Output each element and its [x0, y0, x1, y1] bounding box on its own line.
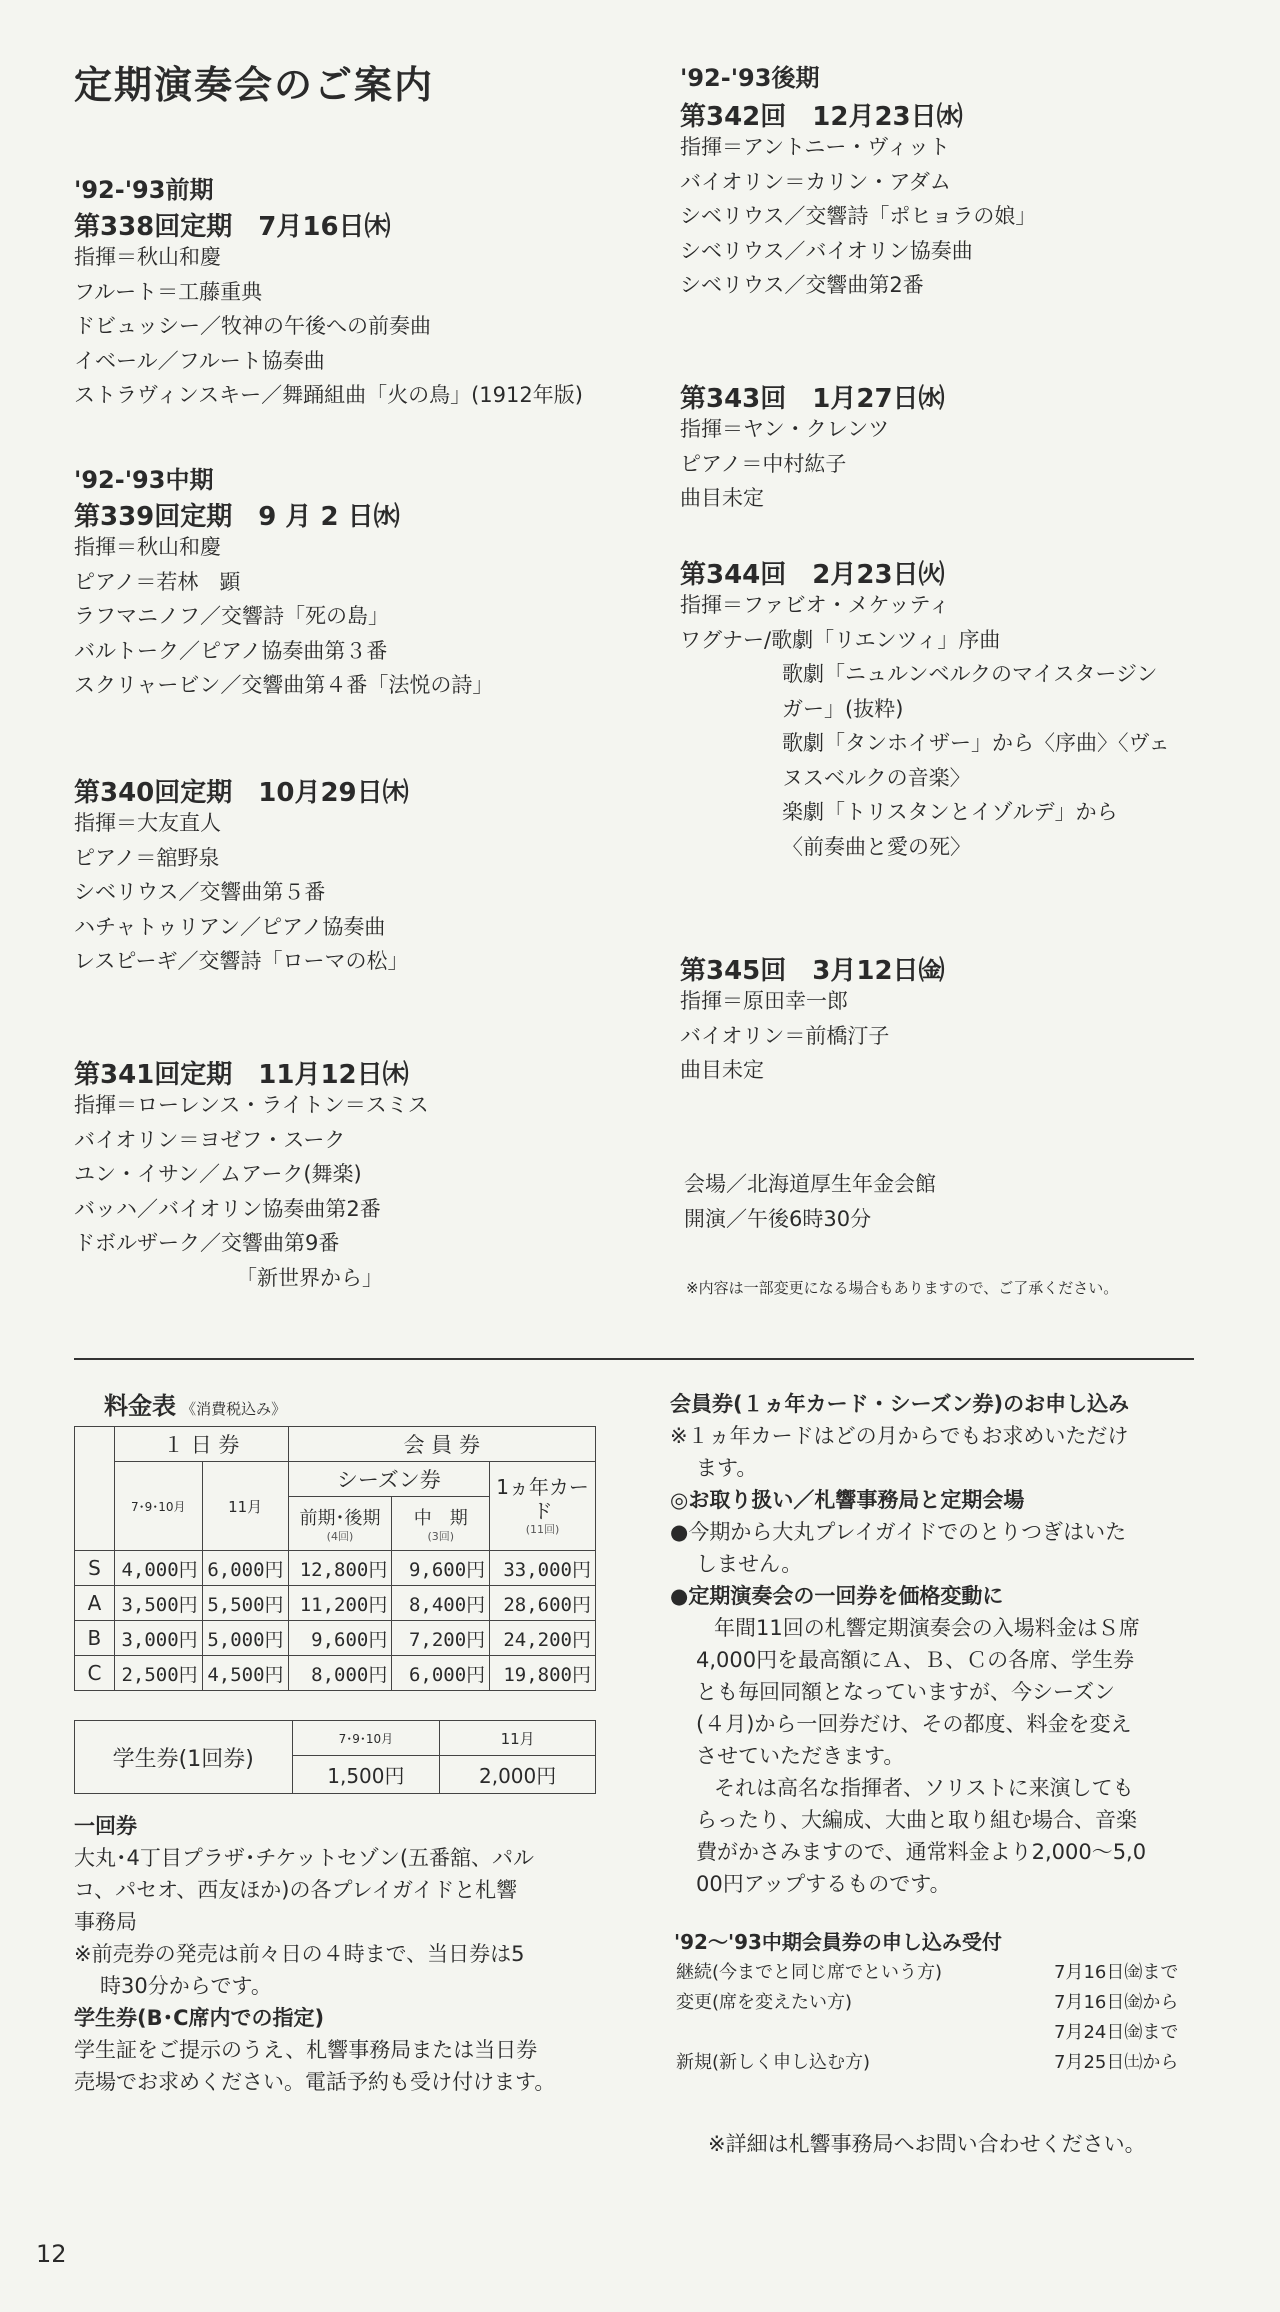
program-line: イベール／フルート協奏曲 — [74, 348, 325, 373]
first-last-label: 前期･後期 — [299, 1507, 381, 1529]
text-line: 年間11回の札響定期演奏会の入場料金はＳ席 — [714, 1616, 1140, 1640]
program-line: 指揮＝秋山和慶 — [74, 535, 221, 559]
text-line: らったり、大編成、大曲と取り組む場合、音楽 — [696, 1808, 1137, 1832]
section-divider — [74, 1358, 1194, 1360]
season-first-half: '92-'93前期 — [74, 176, 214, 204]
seat-cell: A — [75, 1586, 115, 1621]
season-ticket-header: シーズン券 — [288, 1462, 490, 1497]
schedule-label: 新規(新しく申し込む方) — [676, 2052, 871, 2073]
program-line: レスピーギ／交響詩「ローマの松」 — [74, 949, 409, 973]
price-cell: 6,000円 — [202, 1551, 288, 1586]
corner-cell — [75, 1427, 115, 1551]
concert-344-details — [680, 588, 1170, 864]
concert-339-details — [74, 530, 493, 703]
table-row — [75, 1551, 596, 1586]
program-line: 歌劇「タンホイザー」から〈序曲〉〈ヴェ — [782, 731, 1170, 755]
text-line: それは高名な指揮者、ソリストに来演しても — [714, 1776, 1134, 1800]
concert-342-details — [680, 130, 1036, 303]
price-change-heading: ●定期演奏会の一回券を価格変動に — [670, 1584, 1004, 1608]
text-line: 売場でお求めください。電話予約も受け付けます。 — [74, 2070, 556, 2094]
mid-label: 中 期 — [413, 1507, 468, 1529]
price-title: 料金表 — [104, 1392, 176, 1420]
seat-cell: B — [75, 1621, 115, 1656]
program-line: バッハ／バイオリン協奏曲第2番 — [74, 1196, 381, 1221]
text-line: ます。 — [696, 1456, 758, 1480]
concert-341-details — [74, 1088, 429, 1295]
single-ticket-heading: 一回券 — [74, 1814, 137, 1838]
concert-340-details — [74, 806, 409, 979]
member-ticket-header: 会 員 券 — [288, 1427, 595, 1462]
program-line: ラフマニノフ／交響詩「死の島」 — [74, 604, 389, 628]
program-line: フルート＝工藤重典 — [74, 279, 263, 304]
program-line: 曲目未定 — [680, 1058, 764, 1082]
text-line: 学生証をご提示のうえ、札響事務局または当日券 — [74, 2038, 538, 2062]
student-jul-header: 7･9･10月 — [292, 1721, 440, 1756]
price-cell: 4,000円 — [114, 1551, 202, 1586]
price-cell: 9,600円 — [392, 1551, 490, 1586]
price-cell: 4,500円 — [202, 1656, 288, 1691]
concert-338-details — [74, 240, 583, 413]
student-label: 学生券(1回券) — [75, 1721, 293, 1794]
schedule-date: 7月16日㈮まで — [1054, 1962, 1179, 1983]
program-line: スクリャービン／交響曲第４番「法悦の詩」 — [74, 673, 494, 697]
student-price-table — [74, 1720, 596, 1794]
program-line: ガー」(抜粋) — [782, 696, 904, 721]
concert-338-title: 第338回定期 7月16日㈭ — [74, 212, 391, 242]
page-number: 12 — [36, 2240, 67, 2268]
schedule-date: 7月25日㈯から — [1054, 2052, 1179, 2073]
footer-note: ※詳細は札響事務局へお問い合わせください。 — [708, 2132, 1146, 2156]
program-line: 指揮＝ローレンス・ライトン＝スミス — [74, 1093, 429, 1117]
student-jul-price: 1,500円 — [292, 1756, 440, 1794]
program-line: 指揮＝秋山和慶 — [74, 245, 221, 269]
text-line: しません。 — [696, 1552, 803, 1576]
program-line: ユン・イサン／ムアーク(舞楽) — [74, 1162, 362, 1186]
price-cell: 3,000円 — [114, 1621, 202, 1656]
price-cell: 5,000円 — [202, 1621, 288, 1656]
member-ticket-info — [670, 1388, 1210, 1900]
price-cell: 7,200円 — [392, 1621, 490, 1656]
seat-cell: S — [75, 1551, 115, 1586]
program-line: シベリウス／バイオリン協奏曲 — [680, 238, 973, 263]
change-notice: ※内容は一部変更になる場合もありますので、ご了承ください。 — [686, 1279, 1119, 1297]
mid-term-heading: '92～'93中期会員券の申し込み受付 — [674, 1930, 1002, 1954]
student-ticket-heading: 学生券(B･C席内での指定) — [74, 2006, 325, 2030]
program-line: ストラヴィンスキー／舞踊組曲「火の鳥」(1912年版) — [74, 383, 583, 407]
text-line: ●今期から大丸プレイガイドでのとりつぎはいた — [670, 1520, 1127, 1544]
table-row — [75, 1656, 596, 1691]
schedule-date: 7月24日㈮まで — [1054, 2022, 1179, 2043]
program-line: 曲目未定 — [680, 486, 764, 510]
text-line: 大丸･4丁目プラザ･チケットセゾン(五番舘、パル — [74, 1846, 535, 1870]
price-cell: 24,200円 — [490, 1621, 596, 1656]
tax-note: 《消費税込み》 — [181, 1400, 287, 1418]
student-nov-price: 2,000円 — [440, 1756, 596, 1794]
program-indented-block — [680, 657, 1170, 864]
annual-card-header — [490, 1462, 596, 1551]
annual-card-label: 1ヵ年カード — [496, 1475, 589, 1523]
concert-343-title: 第343回 1月27日㈬ — [680, 384, 945, 414]
concert-339-title: 第339回定期 9 月 2 日㈬ — [74, 502, 400, 532]
text-line: 事務局 — [74, 1910, 137, 1934]
schedule-label: 変更(席を変えたい方) — [676, 1992, 853, 2013]
program-line: ドビュッシー／牧神の午後への前奏曲 — [74, 314, 431, 338]
text-line: 00円アップするものです。 — [696, 1872, 951, 1896]
price-cell: 9,600円 — [288, 1621, 392, 1656]
price-cell: 12,800円 — [288, 1551, 392, 1586]
price-cell: 8,000円 — [288, 1656, 392, 1691]
program-line: ピアノ＝中村紘子 — [680, 451, 847, 476]
first-last-header — [288, 1497, 392, 1551]
concert-340-title: 第340回定期 10月29日㈭ — [74, 778, 409, 808]
price-cell: 3,500円 — [114, 1586, 202, 1621]
program-line: ピアノ＝若林 顕 — [74, 569, 241, 594]
nov-header: 11月 — [202, 1462, 288, 1551]
program-line: ドボルザーク／交響曲第9番 — [74, 1231, 340, 1255]
first-last-sub: (4回) — [326, 1529, 354, 1543]
program-line: 歌劇「ニュルンベルクのマイスタージン — [782, 662, 1158, 686]
table-row — [75, 1586, 596, 1621]
program-line: バルトーク／ピアノ協奏曲第３番 — [74, 638, 388, 663]
text-line: させていただきます。 — [696, 1744, 905, 1768]
program-line: ハチャトゥリアン／ピアノ協奏曲 — [74, 914, 386, 939]
program-line: 楽劇「トリスタンとイゾルデ」から — [782, 800, 1118, 824]
single-ticket-info — [74, 1810, 634, 2098]
jul-header: 7･9･10月 — [114, 1462, 202, 1551]
venue: 会場／北海道厚生年金会館 — [684, 1172, 936, 1196]
member-heading: 会員券(１ヵ年カード・シーズン券)のお申し込み — [670, 1392, 1130, 1416]
table-row — [75, 1621, 596, 1656]
mid-sub: (3回) — [427, 1529, 455, 1543]
start-time: 開演／午後6時30分 — [684, 1206, 872, 1231]
program-line: バイオリン＝ヨゼフ・スーク — [74, 1127, 346, 1152]
concert-344-title: 第344回 2月23日㈫ — [680, 560, 945, 590]
day-ticket-header: １ 日 券 — [114, 1427, 288, 1462]
program-line: シベリウス／交響曲第５番 — [74, 880, 326, 904]
season-middle: '92-'93中期 — [74, 466, 214, 494]
price-heading — [104, 1386, 286, 1421]
price-cell: 19,800円 — [490, 1656, 596, 1691]
concert-345-details — [680, 984, 889, 1088]
program-line: ヌスベルクの音楽〉 — [782, 765, 971, 790]
schedule-label: 継続(今までと同じ席でという方) — [676, 1962, 943, 1983]
concert-343-details — [680, 412, 889, 516]
concert-341-title: 第341回定期 11月12日㈭ — [74, 1060, 409, 1090]
text-line: ※１ヵ年カードはどの月からでもお求めいただけ — [670, 1424, 1129, 1448]
price-cell: 6,000円 — [392, 1656, 490, 1691]
program-line: 指揮＝アントニー・ヴィット — [680, 135, 951, 159]
program-line: 指揮＝原田幸一郎 — [680, 989, 848, 1013]
program-line: バイオリン＝前橋汀子 — [680, 1023, 890, 1048]
text-line: コ、パセオ、西友ほか)の各プレイガイドと札響 — [74, 1878, 518, 1902]
program-line: シベリウス／交響曲第2番 — [680, 273, 924, 297]
program-line: 〈前奏曲と愛の死〉 — [782, 834, 971, 859]
price-cell: 28,600円 — [490, 1586, 596, 1621]
program-line: バイオリン＝カリン・アダム — [680, 169, 951, 194]
program-line: 指揮＝ファビオ・メケッティ — [680, 593, 950, 617]
text-line: 費がかさみますので、通常料金より2,000～5,0 — [696, 1840, 1147, 1864]
season-second-half: '92-'93後期 — [680, 64, 820, 92]
venue-info — [684, 1167, 936, 1236]
schedule-date: 7月16日㈮から — [1054, 1992, 1179, 2013]
program-line: 指揮＝大友直人 — [74, 811, 221, 835]
price-cell: 2,500円 — [114, 1656, 202, 1691]
program-line: 指揮＝ヤン・クレンツ — [680, 417, 890, 441]
text-line: (４月)から一回券だけ、その都度、料金を変え — [696, 1712, 1132, 1736]
price-table — [74, 1426, 596, 1691]
text-line: とも毎回同額となっていますが、今シーズン — [696, 1680, 1115, 1704]
program-line: ワグナー/歌劇「リエンツィ」序曲 — [680, 627, 1001, 652]
price-cell: 5,500円 — [202, 1586, 288, 1621]
concert-345-title: 第345回 3月12日㈮ — [680, 956, 945, 986]
price-cell: 8,400円 — [392, 1586, 490, 1621]
program-line: シベリウス／交響詩「ポヒョラの娘」 — [680, 204, 1037, 228]
text-line: 時30分からです。 — [100, 1974, 272, 1998]
handling-heading: ◎お取り扱い／札響事務局と定期会場 — [670, 1488, 1025, 1512]
program-line: 「新世界から」 — [236, 1265, 383, 1290]
text-line: 4,000円を最高額にＡ、Ｂ、Ｃの各席、学生券 — [696, 1648, 1135, 1672]
text-line: ※前売券の発売は前々日の４時まで、当日券は5 — [74, 1942, 525, 1966]
mid-header — [392, 1497, 490, 1551]
student-nov-header: 11月 — [440, 1721, 596, 1756]
page-title: 定期演奏会のご案内 — [74, 63, 435, 107]
concert-342-title: 第342回 12月23日㈬ — [680, 102, 963, 132]
price-cell: 33,000円 — [490, 1551, 596, 1586]
price-cell: 11,200円 — [288, 1586, 392, 1621]
annual-card-sub: (11回) — [525, 1523, 560, 1536]
seat-cell: C — [75, 1656, 115, 1691]
program-line: ピアノ＝舘野泉 — [74, 845, 220, 870]
